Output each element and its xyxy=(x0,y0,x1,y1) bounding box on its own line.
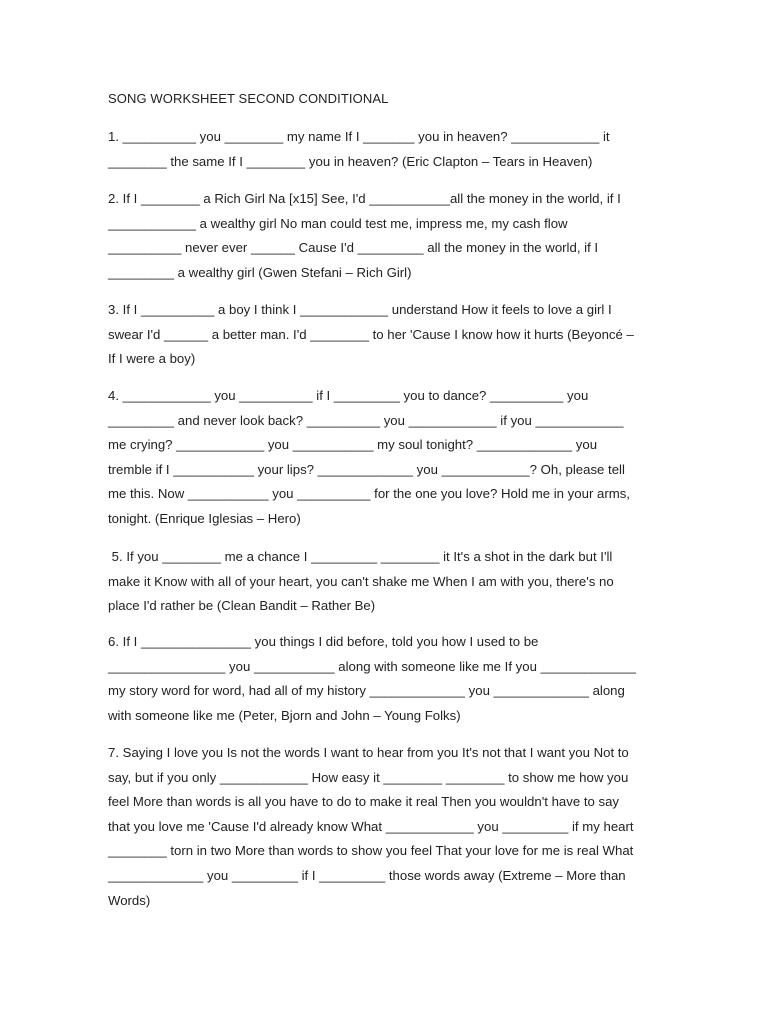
question-line: my story word for word, had all of my history _____________ you _____________ along xyxy=(108,683,625,699)
question-line: 2. If I ________ a Rich Girl Na [x15] See, I'd ___________all the money in the world, if I xyxy=(108,191,621,206)
question-line: _________ a wealthy girl (Gwen Stefani – Rich Girl) xyxy=(108,264,412,280)
question-5 xyxy=(108,545,668,619)
question-line: me crying? ____________ you ___________ my soul tonight? _____________ you xyxy=(108,437,598,453)
question-3 xyxy=(108,298,668,372)
question-line: 1. __________ you ________ my name If I _______ you in heaven? ____________ it xyxy=(108,129,610,144)
question-line: swear I'd ______ a better man. I'd ________ to her 'Cause I know how it hurts (Beyoncé – xyxy=(108,326,634,342)
question-line: say, but if you only ____________ How easy it ________ ________ to show me how you xyxy=(108,769,629,785)
question-line: Words) xyxy=(108,892,151,908)
question-line: _____________ you _________ if I _________ those words away (Extreme – More than xyxy=(108,867,626,883)
question-line: ________________ you ___________ along with someone like me If you _____________ xyxy=(108,658,636,674)
question-line: 5. If you ________ me a chance I _________ ________ it It's a shot in the dark but I'll xyxy=(108,549,613,564)
question-line: If I were a boy) xyxy=(108,351,196,367)
question-line: 7. Saying I love you Is not the words I want to hear from you It's not that I want you Not to xyxy=(108,745,629,760)
question-line: 4. ____________ you __________ if I _________ you to dance? __________ you xyxy=(108,388,589,403)
question-line: ____________ a wealthy girl No man could test me, impress me, my cash flow xyxy=(108,215,568,231)
question-6 xyxy=(108,630,668,728)
question-line: tonight. (Enrique Iglesias – Hero) xyxy=(108,510,301,526)
question-line: _________ and never look back? __________ you ____________ if you ____________ xyxy=(108,412,624,428)
question-line: 3. If I __________ a boy I think I ____________ understand How it feels to love a girl I xyxy=(108,302,612,317)
question-7 xyxy=(108,741,668,913)
question-1 xyxy=(108,125,668,174)
question-line: 6. If I _______________ you things I did before, told you how I used to be xyxy=(108,634,539,649)
question-2 xyxy=(108,187,668,285)
question-line: that you love me 'Cause I'd already know What ____________ you _________ if my heart xyxy=(108,818,634,834)
question-line: __________ never ever ______ Cause I'd _________ all the money in the world, if I xyxy=(108,240,599,256)
question-line: tremble if I ___________ your lips? _____________ you ____________? Oh, please tell xyxy=(108,461,625,477)
question-line: place I'd rather be (Clean Bandit – Rather Be) xyxy=(108,598,376,614)
page-title: SONG WORKSHEET SECOND CONDITIONAL xyxy=(108,91,389,106)
question-4 xyxy=(108,384,668,532)
question-line: with someone like me (Peter, Bjorn and John – Young Folks) xyxy=(108,707,461,723)
question-line: feel More than words is all you have to do to make it real Then you wouldn't have to say xyxy=(108,794,620,810)
question-line: ________ the same If I ________ you in heaven? (Eric Clapton – Tears in Heaven) xyxy=(108,153,593,169)
question-line: make it Know with all of your heart, you can't shake me When I am with you, there's no xyxy=(108,573,614,589)
question-line: me this. Now ___________ you __________ for the one you love? Hold me in your arms, xyxy=(108,486,630,502)
question-line: ________ torn in two More than words to show you feel That your love for me is real What xyxy=(108,843,634,859)
